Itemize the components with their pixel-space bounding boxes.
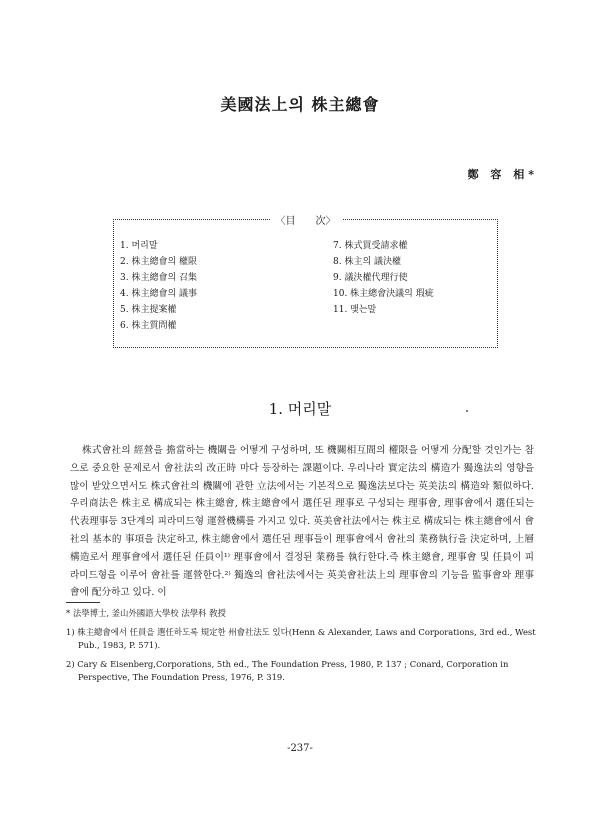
toc-heading: 〈目 次〉 bbox=[270, 216, 342, 227]
toc-item: 4. 株主總會의 議事 bbox=[120, 289, 198, 299]
toc-item: 3. 株主總會의 召集 bbox=[120, 273, 198, 283]
body-paragraph: 株式會社의 經營을 擔當하는 機關을 어떻게 구성하며, 또 機關相互間의 權限을 어떻게 分配할 것인가는 참으로 중요한 문제로서 會社法의 改正時 마다 등장하는 課題이다. 우리나라 實定法의 構造가 獨逸法의 영향을 많이 받았으면서도 株式會社의 機關에 관한 立法에서는 기본적으로 獨逸法보다는 英美法의 構造와 類似하다. 우리商法은 株主로 構成되는 株主總會, 株主總會에서 選任된 理事로 구성되는 理事會, 理事會에서 選任되는 代表理事등 3단계의 피라미드형 運營機構를 가지고 있다. 英美會社法에서는 株主로 構成되는 株主總會에서 會社의 基本的 事項을 決定하고, 株主總會에서 選任된 理事들이 理事會에서 會社의 業務執行을 決定하며, 上層構造로서 理事會에서 選任된 任員이¹⁾ 理事會에서 결정된 業務를 執行한다.즉 株主總會, 理事會 및 任員이 피라미드형을 이루어 會社를 運營한다.²⁾ 獨逸의 會社法에서는 英美會社法上의 理事會의 기능을 監事會와 理事會에 配分하고 있다. 이 bbox=[70, 445, 534, 599]
footnote-2: 2) Cary & Eisenberg,Corporations, 5th ed., The Foundation Press, 1980, P. 137 ; Conard, Corporation in Perspective, The Foundation Press, 1976, P. 319. bbox=[66, 658, 509, 682]
toc-item: 9. 議決權代理行使 bbox=[333, 273, 408, 283]
footnote-author-affiliation: * 法學博士, 釜山外國語大學校 法學科 敎授 bbox=[66, 608, 226, 618]
toc-item: 5. 株主提案權 bbox=[120, 305, 177, 315]
toc-item: 8. 株主의 議決權 bbox=[333, 257, 402, 267]
toc-item: 10. 株主總會決議의 瑕疵 bbox=[333, 289, 434, 299]
toc-item: 7. 株式買受請求權 bbox=[333, 241, 408, 251]
article-title: 美國法上의 株主總會 bbox=[220, 95, 380, 114]
toc-item: 1. 머리말 bbox=[120, 241, 158, 251]
toc-left-column bbox=[120, 238, 197, 334]
footnote-1: 1) 株主總會에서 任員을 選任하도록 規定한 州會社法도 있다(Henn & Alexander, Laws and Corporations, 3rd ed., West Pub., 1983, P. 571). bbox=[66, 626, 536, 650]
table-of-contents bbox=[113, 216, 498, 348]
toc-right-column bbox=[333, 238, 434, 318]
toc-item: 11. 맺는말 bbox=[333, 305, 377, 315]
footnotes bbox=[66, 607, 540, 690]
toc-item: 2. 株主總會의 權限 bbox=[120, 257, 198, 267]
page-number: -237- bbox=[287, 743, 313, 754]
toc-item: 6. 株主質問權 bbox=[120, 321, 177, 331]
decorative-dot bbox=[466, 410, 468, 412]
section-heading: 1. 머리말 bbox=[268, 400, 332, 418]
author-name: 鄭 容 相* bbox=[467, 168, 538, 181]
footnote-divider bbox=[66, 602, 100, 603]
